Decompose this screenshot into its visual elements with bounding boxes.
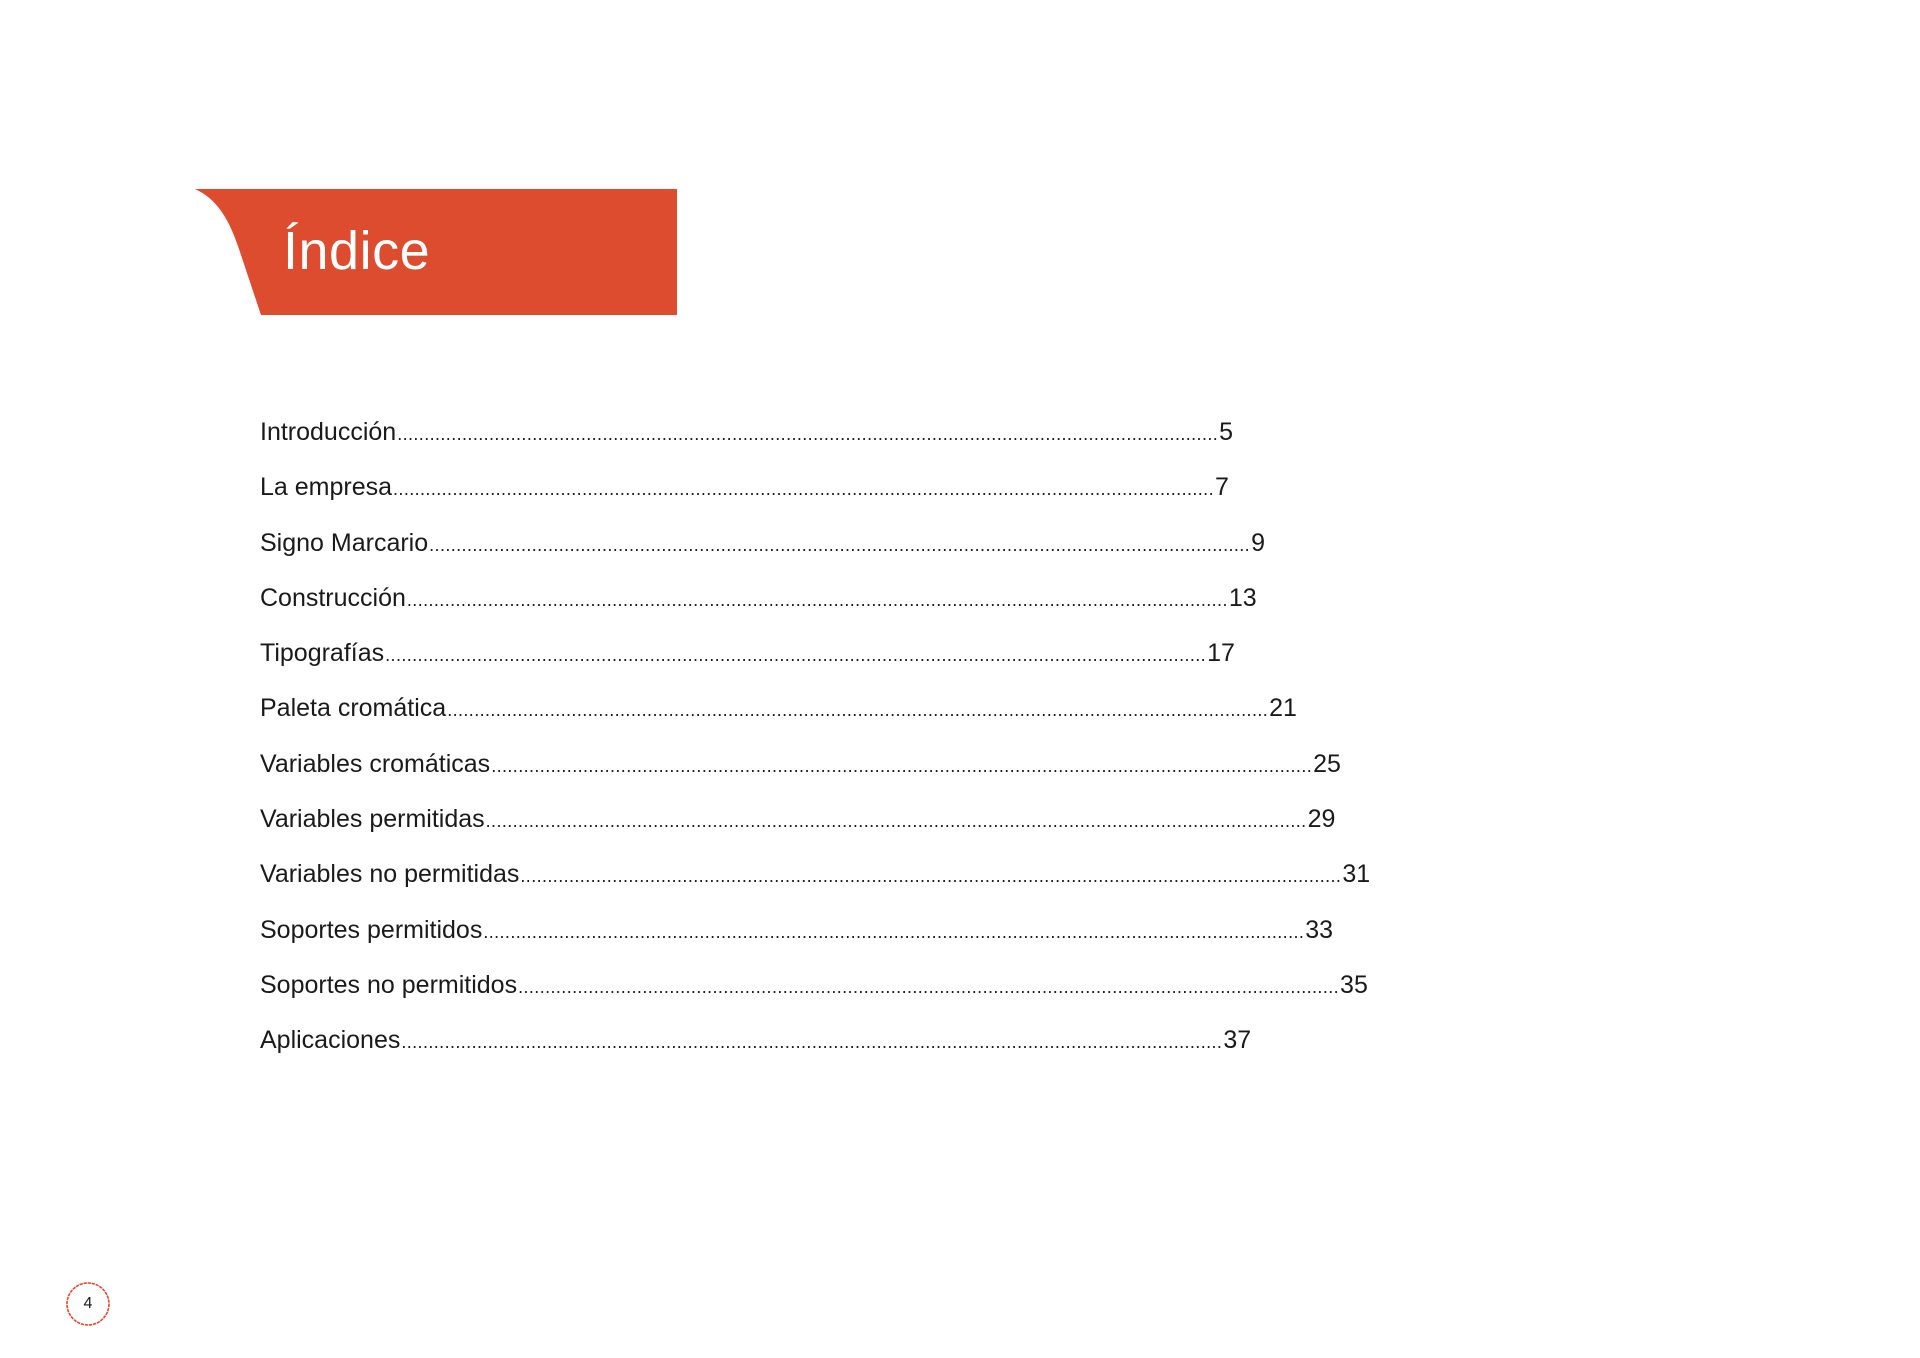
toc-dot-leader: ........................................................................................................................................................ xyxy=(429,534,1251,555)
toc-entry[interactable] xyxy=(260,576,1257,631)
toc-entry-page: 25 xyxy=(1313,749,1341,778)
page-number: 4 xyxy=(83,1295,93,1312)
toc-entry-page: 33 xyxy=(1305,915,1334,944)
toc-entry[interactable] xyxy=(260,963,1368,1018)
toc-entry-page: 9 xyxy=(1251,528,1265,557)
toc-entry-page: 35 xyxy=(1340,970,1368,999)
toc-entry[interactable] xyxy=(260,686,1297,741)
toc-entry-page: 5 xyxy=(1219,418,1234,446)
toc-entry[interactable] xyxy=(260,410,1234,465)
toc-entry-label: Tipografías xyxy=(260,639,385,668)
toc-dot-leader: ........................................................................................................................................................ xyxy=(447,700,1269,721)
toc-entry[interactable] xyxy=(260,908,1334,963)
toc-entry-label: La empresa xyxy=(260,473,393,502)
toc-dot-leader: ........................................................................................................................................................ xyxy=(491,755,1313,776)
title-banner-shape xyxy=(195,189,677,315)
toc-entry[interactable] xyxy=(260,797,1336,852)
toc-dot-leader: ........................................................................................................................................................ xyxy=(483,921,1305,942)
toc-entry-label: Variables permitidas xyxy=(260,805,485,834)
toc-entry-page: 31 xyxy=(1342,860,1371,889)
toc-entry-label: Variables cromáticas xyxy=(260,749,491,778)
toc-dot-leader: ........................................................................................................................................................ xyxy=(397,424,1219,444)
page-title: Índice xyxy=(283,221,431,281)
toc-entry-page: 37 xyxy=(1223,1026,1252,1055)
table-of-contents xyxy=(260,410,1371,1074)
toc-entry-page: 13 xyxy=(1228,583,1257,612)
toc-entry-page: 17 xyxy=(1207,639,1235,668)
toc-entry-label: Soportes no permitidos xyxy=(260,970,518,999)
toc-entry-label: Construcción xyxy=(260,583,406,612)
toc-entry-label: Soportes permitidos xyxy=(260,915,483,944)
toc-entry-label: Signo Marcario xyxy=(260,528,429,557)
toc-dot-leader: ........................................................................................................................................................ xyxy=(401,1032,1223,1053)
toc-dot-leader: ........................................................................................................................................................ xyxy=(393,479,1214,500)
toc-entry[interactable] xyxy=(260,631,1235,686)
toc-entry-page: 21 xyxy=(1269,694,1297,723)
toc-entry-label: Variables no permitidas xyxy=(260,860,520,889)
toc-dot-leader: ........................................................................................................................................................ xyxy=(520,866,1342,887)
page-number-badge xyxy=(64,1280,112,1328)
toc-dot-leader: ........................................................................................................................................................ xyxy=(406,589,1228,610)
toc-entry-label: Introducción xyxy=(260,418,397,446)
toc-entry[interactable] xyxy=(260,1018,1252,1073)
toc-entry[interactable] xyxy=(260,742,1341,797)
toc-dot-leader: ........................................................................................................................................................ xyxy=(485,811,1307,832)
toc-entry-label: Paleta cromática xyxy=(260,694,447,723)
title-banner xyxy=(195,189,677,315)
toc-entry-page: 29 xyxy=(1307,805,1336,834)
toc-dot-leader: ........................................................................................................................................................ xyxy=(385,645,1207,666)
toc-entry[interactable] xyxy=(260,465,1229,520)
toc-entry-label: Aplicaciones xyxy=(260,1026,401,1055)
toc-entry-page: 7 xyxy=(1214,473,1229,502)
toc-dot-leader: ........................................................................................................................................................ xyxy=(518,976,1340,997)
toc-entry[interactable] xyxy=(260,852,1371,907)
toc-entry[interactable] xyxy=(260,521,1265,576)
